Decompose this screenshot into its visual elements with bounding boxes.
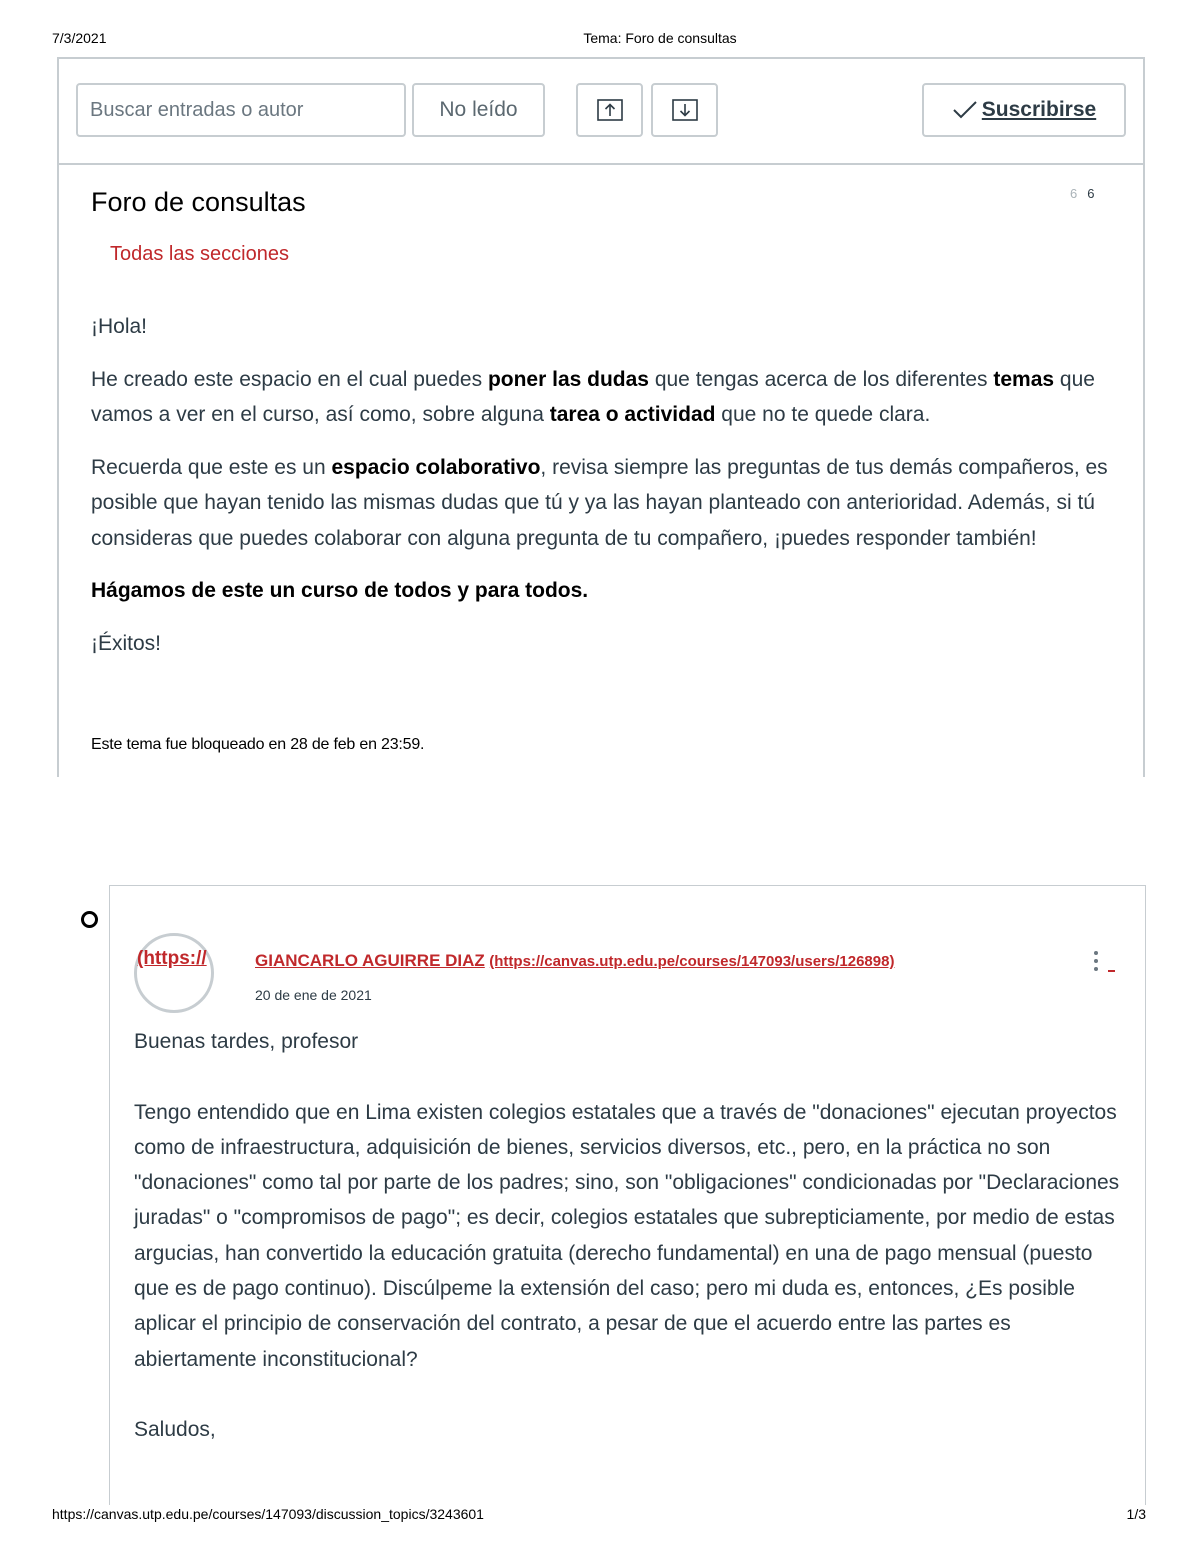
expand-replies-button[interactable] (651, 83, 718, 137)
print-url: https://canvas.utp.edu.pe/courses/147093/discussion_topics/3243601 (52, 1506, 484, 1522)
topic-closing: ¡Éxitos! (91, 631, 162, 655)
print-footer (0, 1506, 1200, 1526)
print-title: Tema: Foro de consultas (583, 30, 737, 46)
reply-sign-off: Saludos, (134, 1418, 216, 1442)
subscribe-button[interactable] (922, 83, 1126, 137)
author-line (255, 951, 894, 971)
download-arrow-icon (672, 99, 698, 121)
reply-date: 20 de ene de 2021 (255, 987, 372, 1003)
reply-counts (1070, 186, 1094, 201)
reply-entry (109, 885, 1146, 1505)
reply-greeting: Buenas tardes, profesor (134, 1030, 359, 1053)
reply-paragraph: Tengo entendido que en Lima existen colegios estatales que a través de "donaciones" ejecutan proyectos como de infraestructura, adquisición de bienes, servicios diversos, etc., pero, en la práctica no son "donaciones" como tal por parte de los padres; sino, son "obligaciones" condicionadas por "Declaraciones juradas" o "compromisos de pago"; es decir, colegios estatales que subrepticiamente, por medio de estas argucias, han convertido la educación gratuita (derecho fundamental) en una de pago mensual (puesto que es de pago continuo). Discúlpeme la extensión del caso; pero mi duda es, entonces, ¿Es posible aplicar el principio de conservación del contrato, a pesar de que el acuerdo entre las partes es abiertamente inconstitucional? (134, 1100, 1120, 1371)
discussion-topic-card (57, 57, 1145, 777)
topic-title: Foro de consultas (91, 187, 306, 217)
unread-count: 6 (1070, 186, 1078, 201)
print-date: 7/3/2021 (52, 30, 107, 46)
discussion-toolbar (59, 59, 1143, 165)
author-name-link[interactable]: GIANCARLO AGUIRRE DIAZ (255, 951, 485, 970)
topic-paragraph-1: He creado este espacio en el cual puedes poner las dudas que tengas acerca de los diferentes temas que vamos a ver en el curso, así como, sobre alguna tarea o actividad que no te quede clara. (91, 367, 1095, 426)
upload-arrow-icon (597, 99, 623, 121)
topic-message (91, 309, 1121, 678)
unread-filter-button[interactable]: No leído (412, 83, 545, 137)
total-count: 6 (1087, 186, 1095, 201)
reply-options-button[interactable] (1088, 949, 1118, 977)
topic-paragraph-3: Hágamos de este un curso de todos y para todos. (91, 579, 589, 602)
subscribe-label: Suscribirse (981, 98, 1097, 121)
topic-paragraph-2: Recuerda que este es un espacio colaborativo, revisa siempre las preguntas de tus demás compañeros, es posible que hayan tenido las mismas dudas que tú y ya las hayan planteado con anterioridad. Además, si tú consideras que puedes colaborar con alguna pregunta de tu compañero, ¡puedes responder también! (91, 455, 1108, 550)
print-page-number: 1/3 (1126, 1506, 1146, 1522)
author-url[interactable]: (https://canvas.utp.edu.pe/courses/147093/users/126898) (489, 953, 895, 970)
checkmark-icon (952, 100, 978, 120)
locked-note: Este tema fue bloqueado en 28 de feb en 23:59. (91, 736, 425, 753)
sections-link[interactable]: Todas las secciones (110, 243, 289, 265)
list-bullet-icon (81, 911, 98, 928)
topic-greeting: ¡Hola! (91, 315, 148, 338)
print-header (0, 30, 1200, 50)
reply-message (134, 1024, 1124, 1483)
kebab-menu-icon (1088, 949, 1118, 977)
search-input[interactable] (76, 83, 406, 137)
avatar[interactable] (134, 933, 214, 1013)
collapse-replies-button[interactable] (576, 83, 643, 137)
avatar-link[interactable]: (https:// (137, 948, 207, 969)
